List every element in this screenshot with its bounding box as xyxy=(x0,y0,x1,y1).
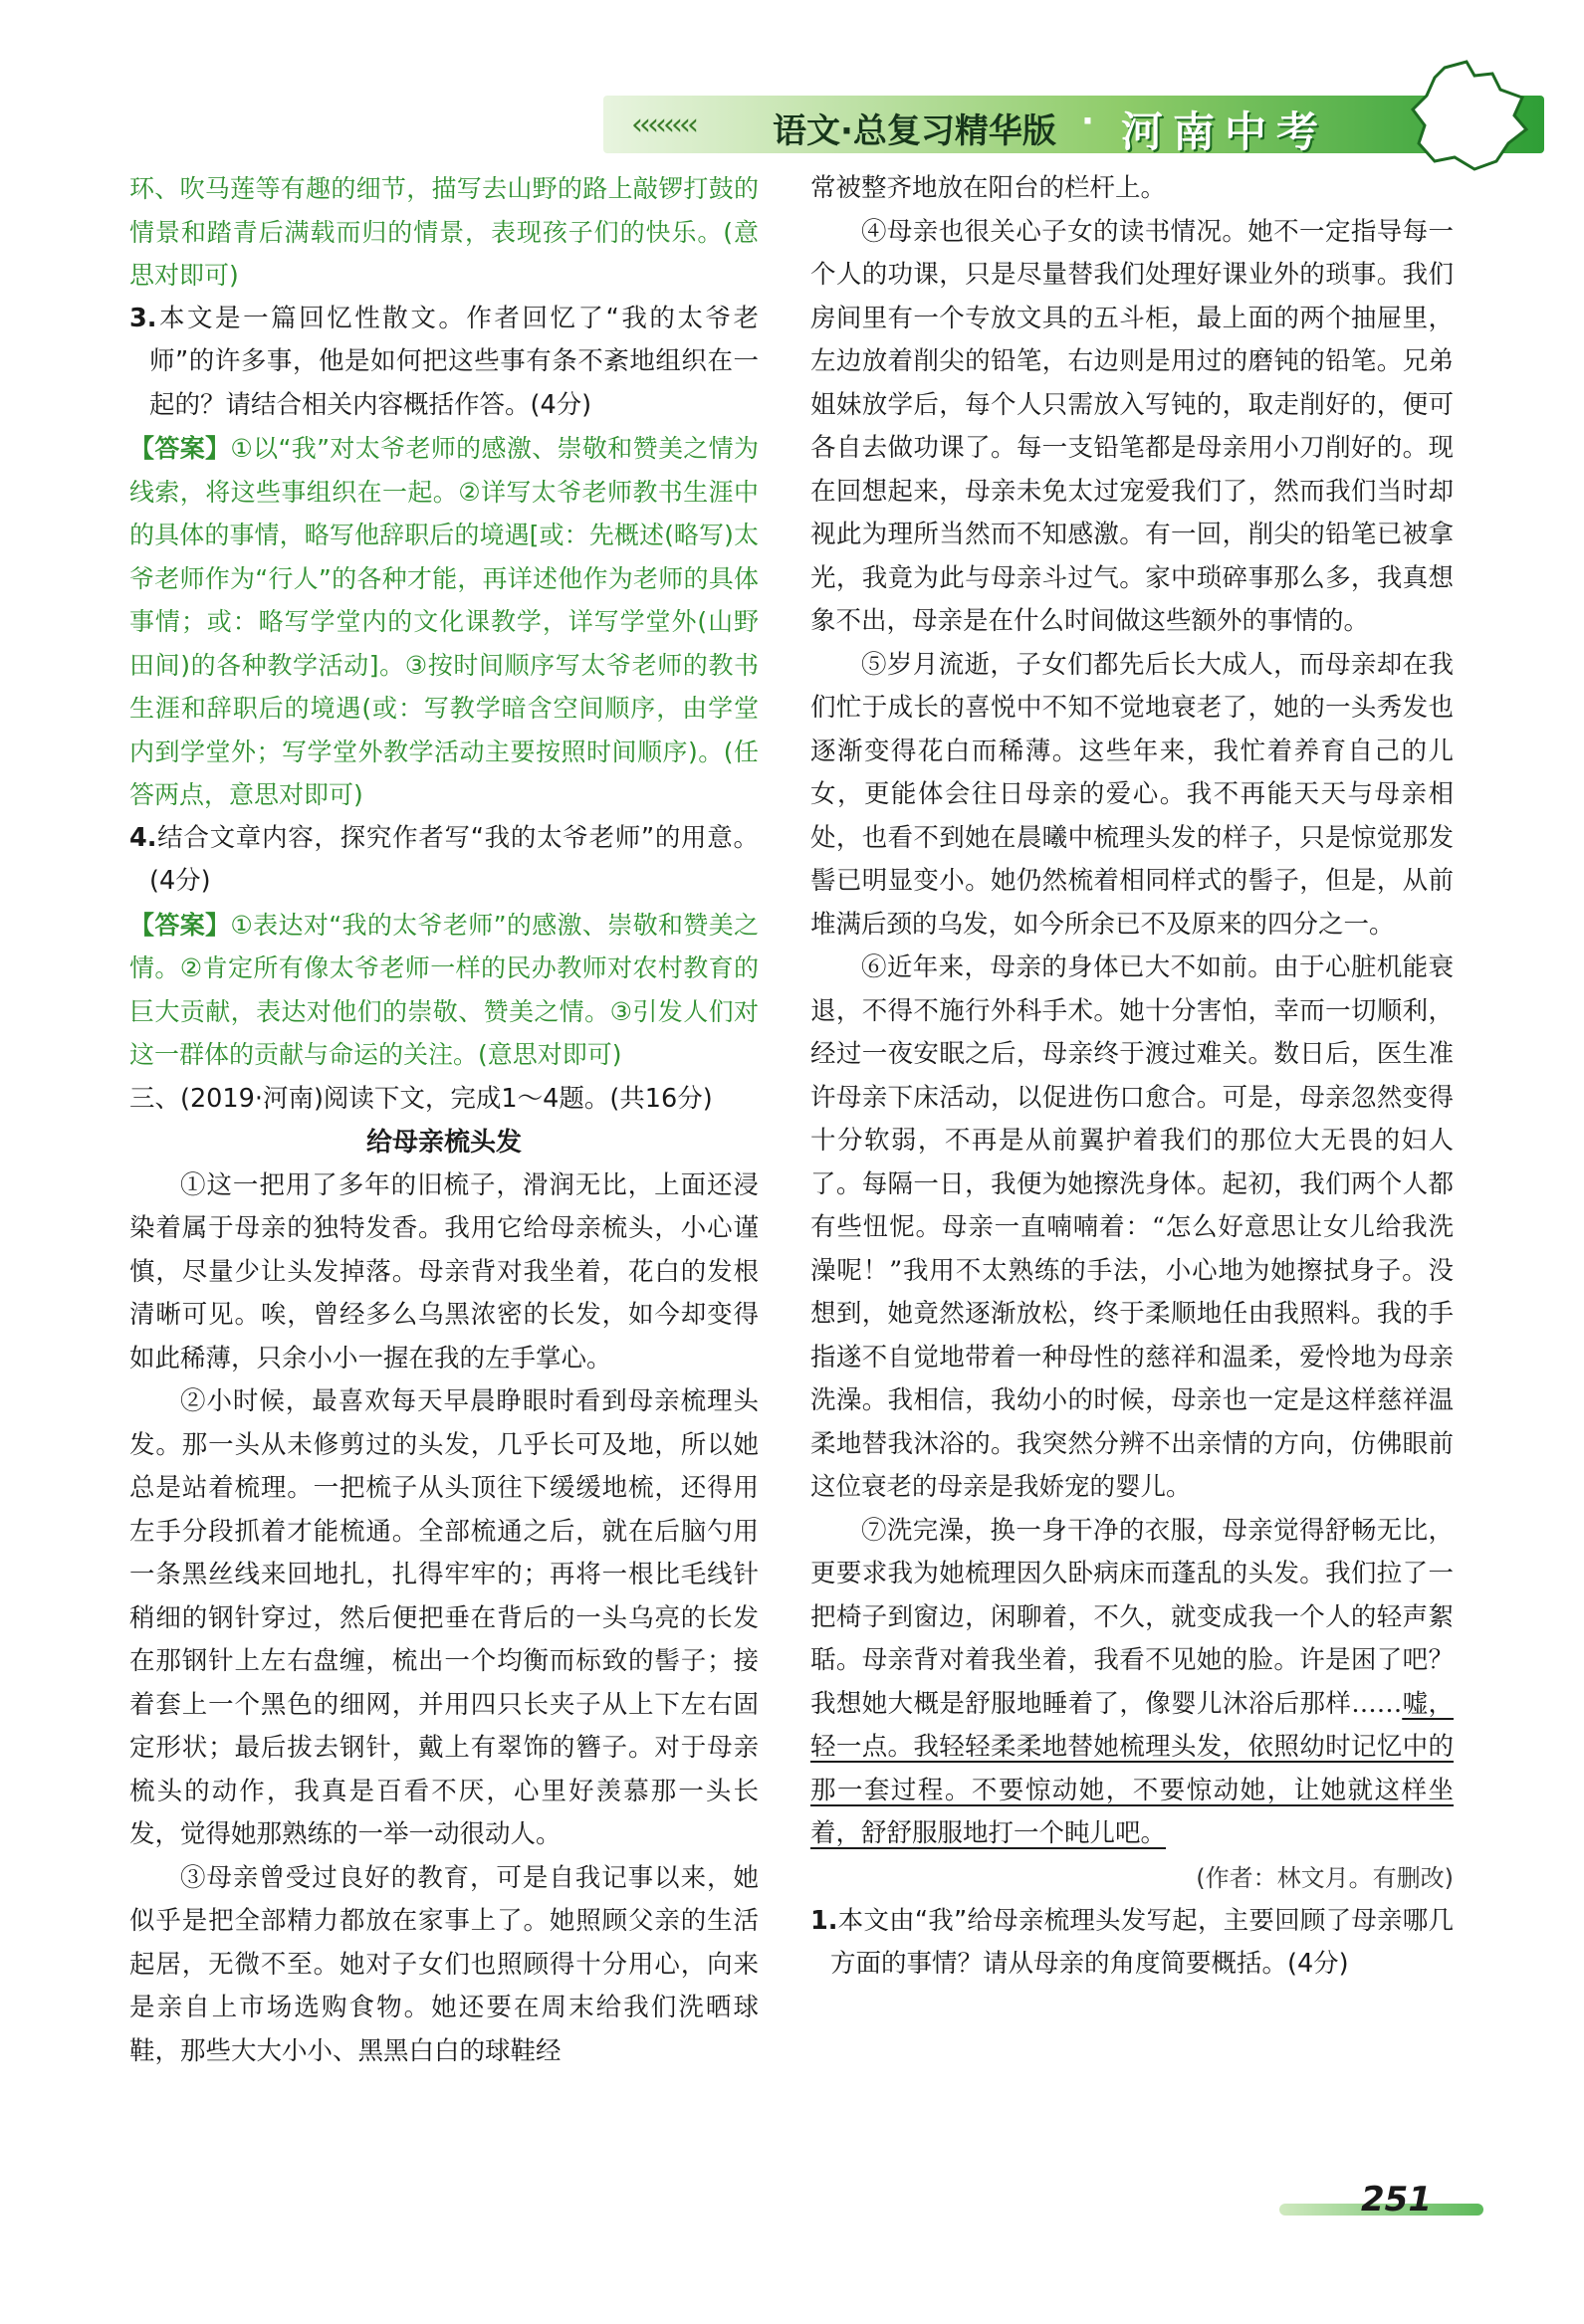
paragraph-7 xyxy=(810,1510,1454,1856)
question-text: 结合文章内容，探究作者写“我的太爷老师”的用意。(4分) xyxy=(149,822,759,896)
paragraph-4: ④母亲也很关心子女的读书情况。她不一定指导每一个人的功课，只是尽量替我们处理好课业外的琐事。我们房间里有一个专放文具的五斗柜，最上面的两个抽屉里，左边放着削尖的铅笔，右边则是用过的磨钝的铅笔。兄弟姐妹放学后，每个人只需放入写钝的，取走削好的，便可各自去做功课了。每一支铅笔都是母亲用小刀削好的。现在回想起来，母亲未免太过宠爱我们了，然而我们当时却视此为理所当然而不知感激。有一回，削尖的铅笔已被拿光，我竟为此与母亲斗过气。家中琐碎事那么多，我真想象不出，母亲是在什么时间做这些额外的事情的。 xyxy=(810,216,1454,636)
henan-map-icon xyxy=(1405,58,1534,177)
answer-tag: 【答案】 xyxy=(129,434,231,463)
subject-label: 语文·总复习精华版 xyxy=(773,111,1056,151)
question-3 xyxy=(129,298,759,428)
left-column xyxy=(129,167,759,2073)
paragraph-3: ③母亲曾受过良好的教育，可是自我记事以来，她似乎是把全部精力都放在家事上了。她照顾父亲的生活起居，无微不至。她对子女们也照顾得十分用心，向来是亲自上市场选购食物。她还要在周末给我们洗晒球鞋，那些大大小小、黑黑白白的球鞋经 xyxy=(129,1862,759,2066)
answer-text: ①以“我”对太爷老师的感激、崇敬和赞美之情为线索，将这些事组织在一起。②详写太爷老师教书生涯中的具体的事情，略写他辞职后的境遇[或：先概述(略写)太爷老师作为“行人”的各种才能，再详述他作为老师的具体事情；或：略写学堂内的文化课教学，详写学堂外(山野田间)的各种教学活动]。③按时间顺序写太爷老师的教书生涯和辞职后的境遇(或：写教学暗含空间顺序，由学堂内到学堂外；写学堂外教学活动主要按照时间顺序)。(任答两点，意思对即可) xyxy=(129,434,759,809)
question-number: 4. xyxy=(129,822,157,853)
paragraph-5: ⑤岁月流逝，子女们都先后长大成人，而母亲却在我们忙于成长的喜悦中不知不觉地衰老了，她的一头秀发也逐渐变得花白而稀薄。这些年来，我忙着养育自己的儿女，更能体会往日母亲的爱心。我不再能天天与母亲相处，也看不到她在晨曦中梳理头发的样子，只是惊觉那发髻已明显变小。她仍然梳着相同样式的髻子，但是，从前堆满后颈的乌发，如今所余已不及原来的四分之一。 xyxy=(810,649,1454,940)
page-number xyxy=(1279,2180,1483,2223)
paragraph-7-text: ⑦洗完澡，换一身干净的衣服，母亲觉得舒畅无比，更要求我为她梳理因久卧病床而蓬乱的头发。我们拉了一把椅子到窗边，闲聊着，不久，就变成我一个人的轻声絮聒。母亲背对着我坐着，我看不见她的脸。许是困了吧？我想她大概是舒服地睡着了，像婴儿沐浴后那样…… xyxy=(810,1515,1454,1719)
page-number-text: 251 xyxy=(1361,2180,1432,2219)
underlined-passage: 嘘，轻一点。我轻轻柔柔地替她梳理头发，依照幼时记忆中的那一套过程。不要惊动她，不要惊动她，让她就这样坐着，舒舒服服地打一个盹儿吧。 xyxy=(810,1688,1454,1848)
paragraph-3-continuation: 常被整齐地放在阳台的栏杆上。 xyxy=(810,173,1167,203)
header-separator: · xyxy=(1081,102,1094,141)
question-4 xyxy=(129,817,759,904)
page-header xyxy=(603,96,1544,156)
question-text: 本文是一篇回忆性散文。作者回忆了“我的太爷老师”的许多事，他是如何把这些事有条不紊地组织在一起的？请结合相关内容概括作答。(4分) xyxy=(149,303,759,420)
answer-4 xyxy=(129,904,759,1077)
question-text: 本文由“我”给母亲梳理头发写起，主要回顾了母亲哪几方面的事情？请从母亲的角度简要概括。(4分) xyxy=(830,1905,1454,1979)
question-number: 3. xyxy=(129,303,157,333)
question-1 xyxy=(810,1900,1454,1987)
answer-3 xyxy=(129,427,759,817)
paragraph-2: ②小时候，最喜欢每天早晨睁眼时看到母亲梳理头发。那一头从未修剪过的头发，几乎长可及地，所以她总是站着梳理。一把梳子从头顶往下缓缓地梳，还得用左手分段抓着才能梳通。全部梳通之后，就在后脑勺用一条黑丝线来回地扎，扎得牢牢的；再将一根比毛线针稍细的钢针穿过，然后便把垂在背后的一头乌亮的长发在那钢针上左右盘缠，梳出一个均衡而标致的髻子；接着套上一个黑色的细网，并用四只长夹子从上下左右固定形状；最后拔去钢针，戴上有翠饰的簪子。对于母亲梳头的动作，我真是百看不厌，心里好羡慕那一头长发，觉得她那熟练的一举一动很动人。 xyxy=(129,1386,759,1849)
article-title: 给母亲梳头发 xyxy=(365,1127,522,1158)
chevron-decoration: ‹‹‹‹‹‹‹‹ xyxy=(631,107,695,142)
paragraph-6: ⑥近年来，母亲的身体已大不如前。由于心脏机能衰退，不得不施行外科手术。她十分害怕，幸而一切顺利，经过一夜安眠之后，母亲终于渡过难关。数日后，医生准许母亲下床活动，以促进伤口愈合。可是，母亲忽然变得十分软弱，不再是从前翼护着我们的那位大无畏的妇人了。每隔一日，我便为她擦洗身体。起初，我们两个人都有些忸怩。母亲一直喃喃着：“怎么好意思让女儿给我洗澡呢！”我用不太熟练的手法，小心地为她擦拭身子。没想到，她竟然逐渐放松，终于柔顺地任由我照料。我的手指遂不自觉地带着一种母性的慈祥和温柔，爱怜地为母亲洗澡。我相信，我幼小的时候，母亲也一定是这样慈祥温柔地替我沐浴的。我突然分辨不出亲情的方向，仿佛眼前这位衰老的母亲是我娇宠的婴儿。 xyxy=(810,952,1454,1502)
section-heading: 三、(2019·河南)阅读下文，完成1～4题。(共16分) xyxy=(129,1083,713,1114)
answer-tag: 【答案】 xyxy=(129,910,231,940)
answer-text: ①表达对“我的太爷老师”的感激、崇敬和赞美之情。②肯定所有像太爷老师一样的民办教师对农村教育的巨大贡献，表达对他们的崇敬、赞美之情。③引发人们对这一群体的贡献与命运的关注。(意思对即可) xyxy=(129,910,759,1069)
question-number: 1. xyxy=(810,1905,838,1936)
author-note: (作者：林文月。有删改) xyxy=(1196,1863,1454,1892)
exam-title: 河南中考 xyxy=(1121,107,1329,156)
answer-continuation: 环、吹马莲等有趣的细节，描写去山野的路上敲锣打鼓的情景和踏青后满载而归的情景，表现孩子们的快乐。(意思对即可) xyxy=(129,174,759,290)
paragraph-1: ①这一把用了多年的旧梳子，滑润无比，上面还浸染着属于母亲的独特发香。我用它给母亲梳头，小心谨慎，尽量少让头发掉落。母亲背对我坐着，花白的发根清晰可见。唉，曾经多么乌黑浓密的长发，如今却变得如此稀薄，只余小小一握在我的左手掌心。 xyxy=(129,1169,759,1373)
right-column xyxy=(810,167,1454,1987)
